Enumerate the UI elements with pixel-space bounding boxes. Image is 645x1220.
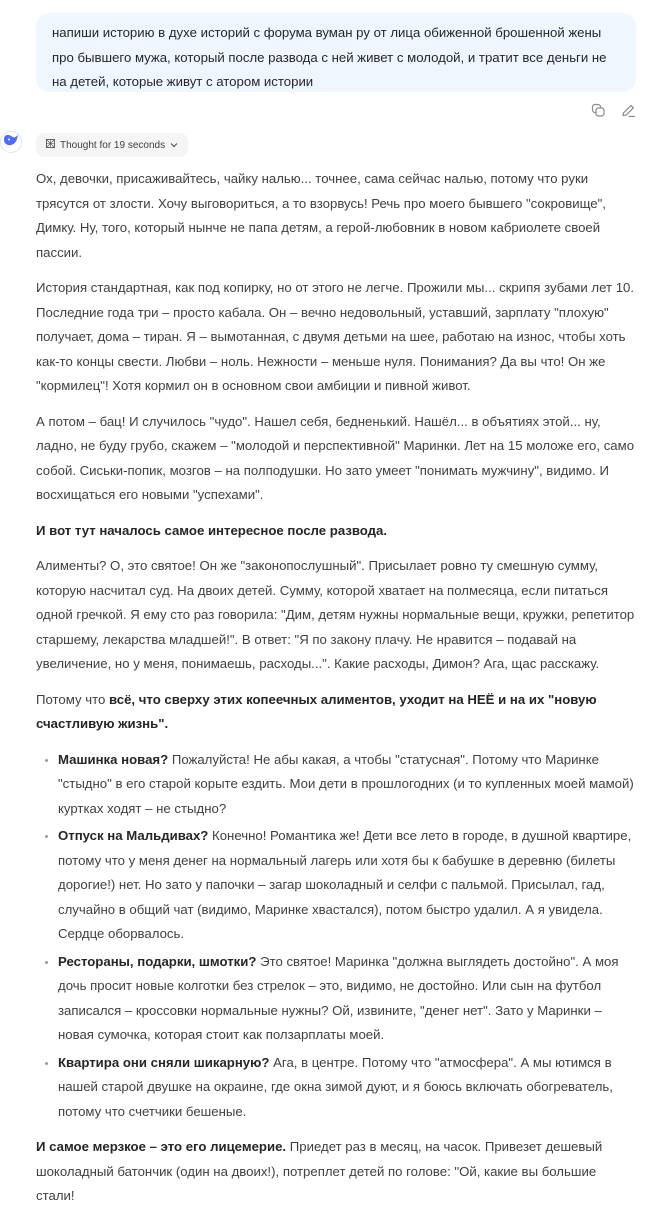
edit-icon[interactable] (619, 101, 637, 119)
thought-toggle-button[interactable] (36, 133, 188, 157)
list-item-text: Это святое! Маринка "должна выглядеть достойно". А моя дочь просит новые колготки без стрелок – это, видимо, не достойно. Или сын на футбол записался – кроссовки нормальные нужны? Ой, извините, "денег нет". Зато у Маринки – новая сумочка, которая стоит как ползарплаты моей. (58, 953, 619, 1042)
list-item-text: Конечно! Романтика же! Дети все лето в городе, в душной квартире, потому что у меня денег на нормальный лагерь или хотя бы к бабушке в деревню (билеты дорогие!) нет. Но зато у папочки – загар шоколадный и селфи с пальмой. Присылал, гад, случайно в общий чат (видимо, Маринке хвастался), потом быстро удалил. А я увидела. Сердце оборвалось. (58, 828, 632, 941)
copy-icon[interactable] (589, 101, 607, 119)
paragraph-alimony: Алименты? О, это святое! Он же "законопослушный". Присылает ровно ту смешную сумму, которую насчитал суд. На двоих детей. Сумму, которой хватает на полмесяца, если питаться одной гречкой. Я ему сто раз говорила: "Дим, детям нужны нормальные вещи, кружки, репетитор старшему, лекарства младшей!". В ответ: "Я по закону плачу. Не нравится – подавай на увеличение, но у меня, понимаешь, расходы...". Какие расходы, Димон? Ага, щас расскажу. (36, 558, 635, 671)
assistant-avatar (0, 131, 22, 153)
chevron-down-icon (170, 140, 178, 151)
paragraph-because (36, 688, 636, 737)
thinking-icon (46, 139, 55, 151)
list-item (58, 824, 636, 947)
whale-logo-icon (3, 133, 19, 152)
message-actions (589, 101, 637, 119)
paragraph-intro: Ох, девочки, присаживайтесь, чайку налью... точнее, сама сейчас налью, потому что руки трясутся от злости. Хочу выговориться, а то взорвусь! Речь про моего бывшего "сокровище", Димку. Ну, того, который нынче не папа детям, а герой-любовник в новом кабриолете своей пассии. (36, 171, 606, 260)
thought-label: Thought for 19 seconds (60, 139, 166, 151)
paragraph-because-bold: всё, что сверху этих копеечных алиментов, уходит на НЕЁ и на их "новую счастливую жизнь". (36, 691, 597, 731)
paragraph-history: История стандартная, как под копирку, но от этого не легче. Прожили мы... скрипя зубами лет 10. Последние года три – просто кабала. Он – вечно недовольный, уставший, зарплату "плохую" получает, дома – тиран. Я – вымотанная, с двумя детьми на шее, работаю на износ, чтобы хоть как-то концы свести. Любви – ноль. Нежности – меньше нуля. Понимания? Да вы что! Он же "кормилец"! Хотя кормил он в основном свои амбиции и пивной живот. (36, 280, 635, 393)
list-item-bold: Машинка новая? (58, 751, 169, 767)
paragraph-because-prefix: Потому что (36, 691, 109, 707)
paragraph-hypocrisy-bold: И самое мерзкое – это его лицемерие. (36, 1139, 287, 1154)
list-item (58, 950, 636, 1048)
list-item (58, 1051, 636, 1125)
bold-heading-text: И вот тут началось самое интересное после развода. (36, 522, 388, 538)
user-message-text: напиши историю в духе историй с форума вуман ру от лица обиженной брошенной жены про бывшего мужа, который после развода с ней живет с молодой, и тратит все деньги не на детей, которые живут с атором истории (52, 25, 607, 89)
list-item-bold: Квартира они сняли шикарную? (58, 1054, 270, 1070)
list-item-bold: Отпуск на Мальдивах? (58, 828, 209, 843)
paragraph-hypocrisy (36, 1135, 636, 1209)
assistant-response (36, 167, 636, 1220)
list-item-text: Ага, в центре. Потому что "атмосфера". А мы ютимся в нашей старой двушке на окраине, где окна зимой дуют, и я боюсь включать обогреватель, потому что счетчики бешеные. (58, 1054, 613, 1119)
list-item-text: Пожалуйста! Не абы какая, а чтобы "статусная". Потому что Маринке "стыдно" в его старой корыте ездить. Мои дети в прошлогодних (и то купленных моей мамой) куртках ходят – не стыдно? (58, 751, 634, 816)
paragraph-hypocrisy-text: Приедет раз в месяц, на часок. Привезет дешевый шоколадный батончик (один на двоих!), потреплет детей по голове: "Ой, какие вы большие стали! (36, 1139, 603, 1203)
list-item-bold: Рестораны, подарки, шмотки? (58, 953, 257, 969)
spending-list (36, 748, 636, 1125)
user-message-bubble (36, 13, 636, 92)
list-item (58, 748, 636, 822)
bold-heading (36, 519, 636, 544)
paragraph-miracle: А потом – бац! И случилось "чудо". Нашел себя, бедненький. Нашёл... в объятиях этой... ну, ладно, не буду грубо, скажем – "молодой и перспективной" Маринки. Лет на 15 моложе его, само собой. Сиськи-попик, мозгов – на полподушки. Но зато умеет "понимать мужчину", видимо. И восхищаться его новыми "успехами". (36, 413, 635, 502)
